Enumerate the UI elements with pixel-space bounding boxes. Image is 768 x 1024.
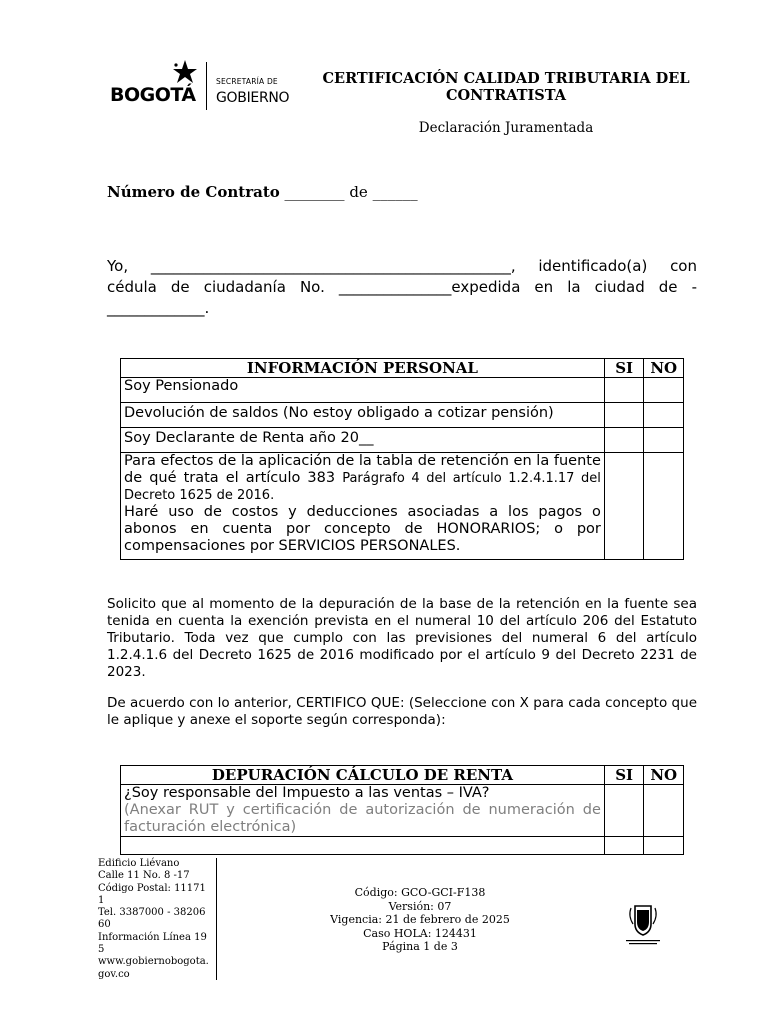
logo-divider [206,62,207,110]
logo-gobierno: GOBIERNO [216,90,290,106]
contract-blank-number[interactable]: ________ [284,183,345,201]
retencion-text-part1: Para efectos de la aplicación de la tabla de retención en la fuente de qué trata el artículo 383 [124,453,601,486]
footer-version: Versión: 07 [388,899,452,913]
document-subtitle: Declaración Juramentada [418,120,594,136]
personal-info-table [120,358,684,560]
footer-vigencia: Vigencia: 21 de febrero de 2025 [330,913,510,926]
document-title: CERTIFICACIÓN CALIDAD TRIBUTARIA DEL CONTRATISTA [322,70,690,104]
renta-table [120,765,684,855]
checkbox-si-retencion[interactable] [604,453,644,560]
retencion-text-part2: Parágrafo 4 del artículo 1.2.4.1.17 del Decreto 1625 de 2016. [124,471,601,503]
footer-address [98,858,210,981]
checkbox-no-declarante[interactable] [644,428,684,453]
row-label-devolucion: Devolución de saldos (No estoy obligado a cotizar pensión) [121,403,605,428]
personal-info-header: INFORMACIÓN PERSONAL [121,359,605,378]
renta-header: DEPURACIÓN CÁLCULO DE RENTA [121,766,605,785]
address-line: Código Postal: 111711 [98,882,206,906]
retencion-text-part3: Haré uso de costos y deducciones asociadas a los pagos o abonos en cuenta por concepto de HONORARIOS; o por compensaciones por SERVICIOS PERSONALES. [124,504,601,554]
table-header-row [121,359,684,378]
row-label-declarante: Soy Declarante de Renta año 20__ [121,428,605,453]
website-link[interactable]: www.gobiernobogota.gov.co [98,956,209,980]
address-line: Calle 11 No. 8 -17 [98,870,190,882]
table-row [121,403,684,428]
row-label-retencion [121,453,605,560]
footer-code: Código: GCO-GCI-F138 [354,886,486,899]
logo-secretaria: SECRETARÍA DE [216,77,278,86]
empty-row-cell [121,837,605,855]
request-paragraph: Solicito que al momento de la depuración de la base de la retención en la fuente sea tenida en cuenta la exención prevista en el numeral 10 del artículo 206 del Estatuto Tributario. Toda vez que cumplo con las previsiones del numeral 6 del artículo 1.2.4.1.6 del Decreto 1625 de 2016 modificado por el artículo 9 del Decreto 2231 de 2023. [107,596,697,680]
checkbox-si-declarante[interactable] [604,428,644,453]
footer-caso: Caso HOLA: 124431 [363,926,477,940]
no-header: NO [644,359,684,378]
checkbox-si-devolucion[interactable] [604,403,644,428]
checkbox-si-pensionado[interactable] [604,378,644,403]
declaration-text: Yo, ________________________________________________, identificado(a) con cédula de ciudadanía No. _______________expedida en la ciudad de -_____________. [107,257,697,317]
table-row [121,453,684,560]
table-row [121,428,684,453]
footer-page: Página 1 de 3 [382,940,458,953]
si-header: SI [604,359,644,378]
contract-number-line [107,183,418,201]
table-row [121,785,684,837]
address-line: Información Línea 195 [98,931,207,956]
table-header-row [121,766,684,785]
checkbox-no-pensionado[interactable] [644,378,684,403]
contract-label: Número de Contrato [107,183,280,201]
iva-question: ¿Soy responsable del Impuesto a las ventas – IVA? [124,785,490,801]
checkbox-si-iva[interactable] [604,785,644,837]
address-line: Tel. 3387000 - 3820660 [98,907,206,931]
alcaldia-seal-icon [622,902,664,950]
contract-blank-year[interactable]: ______ [372,183,418,201]
iva-note: (Anexar RUT y certificación de autorización de numeración de facturación electrónica) [124,802,601,835]
row-label-iva [121,785,605,837]
si-header: SI [604,766,644,785]
logo-bogota-text: BOGOTÁ [110,84,196,106]
checkbox-no-iva[interactable] [644,785,684,837]
checkbox-no-retencion[interactable] [644,453,684,560]
certify-paragraph: De acuerdo con lo anterior, CERTIFICO QUE: (Seleccione con X para cada concepto que le aplique y anexe el soporte según corresponda): [107,695,697,728]
no-header: NO [644,766,684,785]
checkbox-no-devolucion[interactable] [644,403,684,428]
row-label-pensionado: Soy Pensionado [121,378,605,403]
checkbox-si-empty[interactable] [604,837,644,855]
table-row [121,378,684,403]
logo-star-icon [168,58,202,88]
contract-de: de [349,183,368,201]
footer-divider [216,858,217,980]
checkbox-no-empty[interactable] [644,837,684,855]
footer-document-info [300,886,540,954]
table-row [121,837,684,855]
address-line: Edificio Liévano [98,858,180,869]
